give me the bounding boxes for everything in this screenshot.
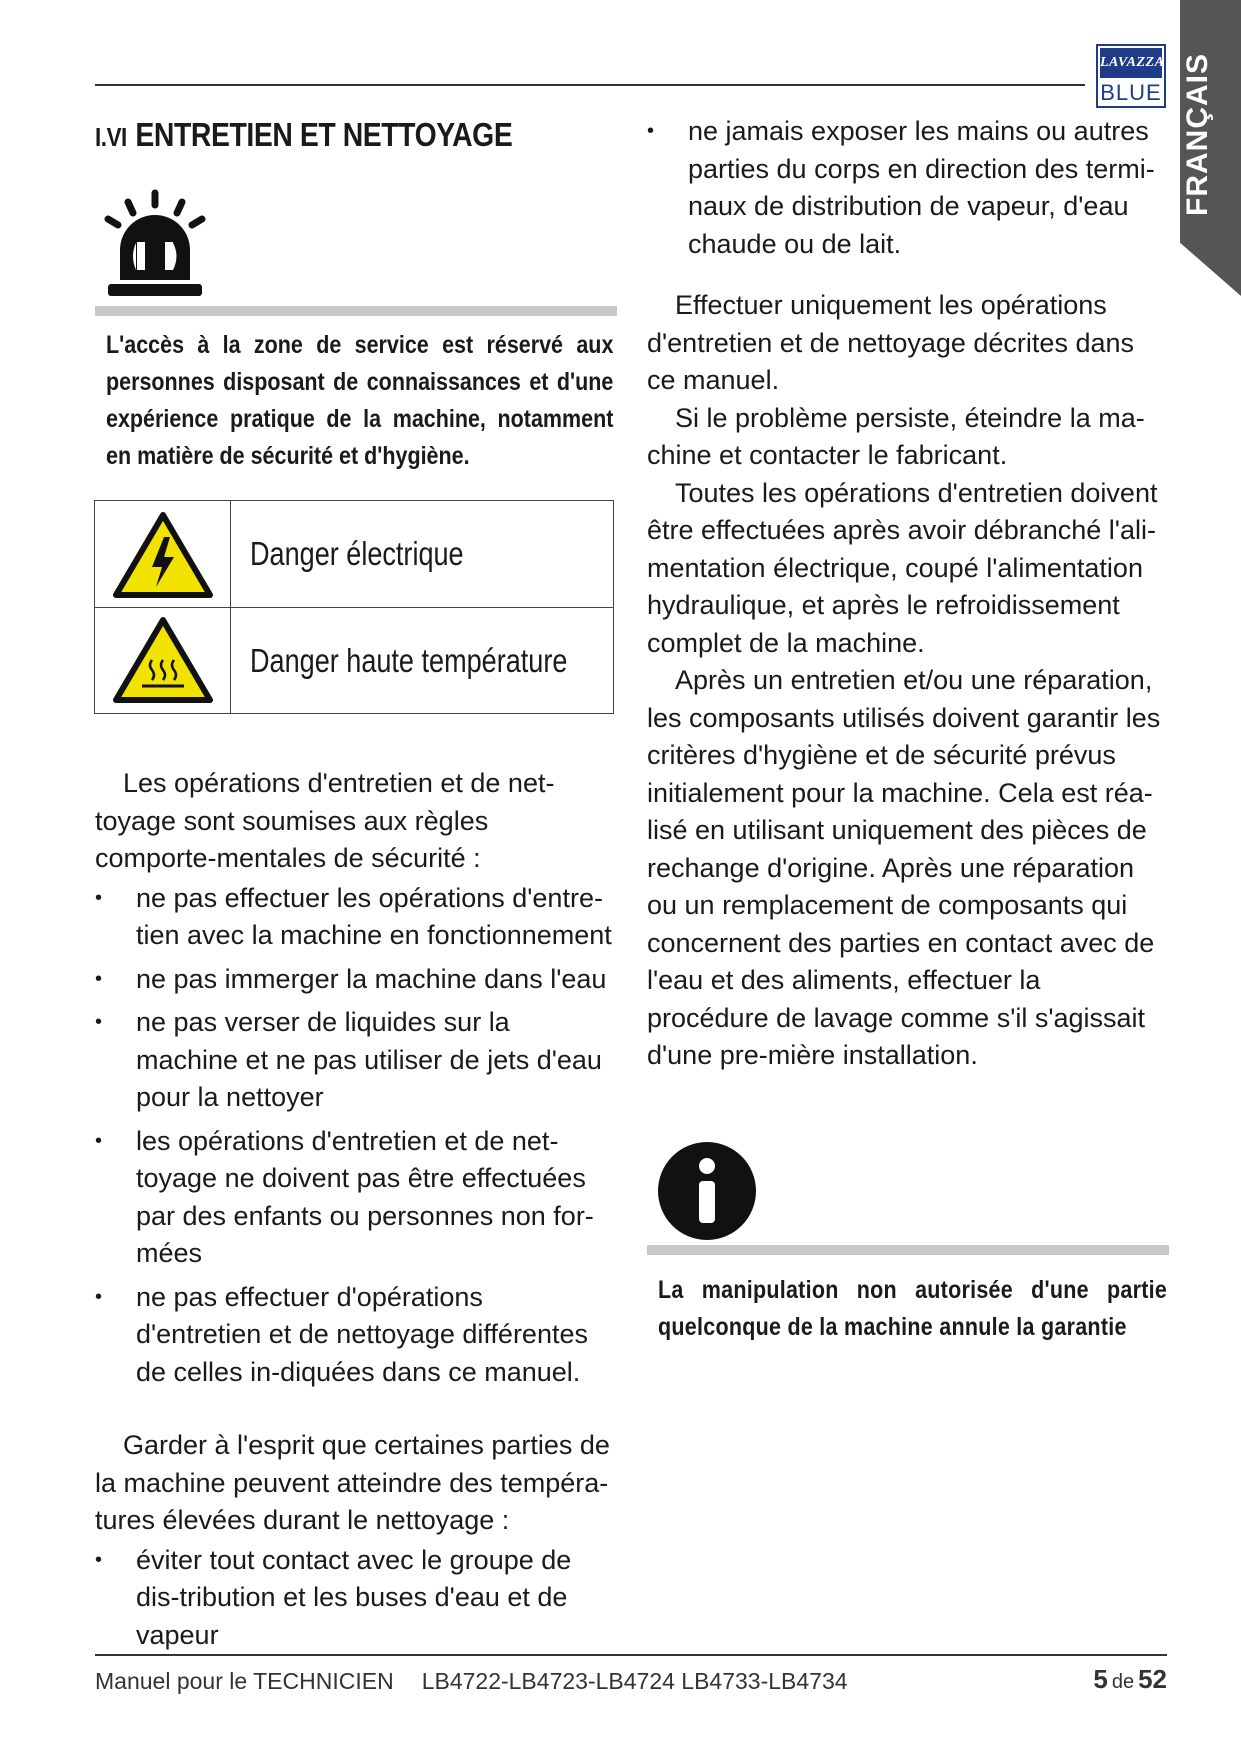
hazard-row xyxy=(95,501,613,607)
hazard-label: Danger électrique xyxy=(250,535,464,572)
page-number xyxy=(1093,1664,1167,1695)
footer-rule xyxy=(95,1654,1167,1656)
header-rule xyxy=(95,84,1085,86)
hazard-table xyxy=(94,500,614,714)
paragraph: Si le problème persiste, éteindre la ma-chine et contacter le fabricant. xyxy=(647,402,1145,470)
language-tab-label: FRANÇAIS xyxy=(1181,53,1214,217)
page-current: 5 xyxy=(1093,1664,1108,1694)
electrical-hazard-icon xyxy=(112,511,214,599)
footer-manual-title: Manuel pour le TECHNICIEN xyxy=(95,1668,394,1694)
info-note: La manipulation non autorisée d'une partie quelconque de la machine annule la garantie xyxy=(658,1276,1168,1341)
list-item: • ne jamais exposer les mains ou autres parties du corps en direction des termi-naux de distribution de vapeur, d'eau chaude ou de lait. xyxy=(647,113,1165,263)
list-item: • éviter tout contact avec le groupe de dis-tribution et les buses d'eau et de vapeur xyxy=(95,1542,615,1655)
paragraph: Toutes les opérations d'entretien doivent être effectuées après avoir débranché l'ali-mentation électrique, coupé l'alimentation hydraulique, et après le refroidissement complet de la machine. xyxy=(647,477,1158,658)
hazard-label: Danger haute température xyxy=(250,642,568,679)
logo-top-text: LAVAZZA xyxy=(1100,48,1162,78)
list-item: • les opérations d'entretien et de net-toyage ne doivent pas être effectuées par des enfants ou personnes non for-mées xyxy=(95,1123,615,1273)
hazard-icon-cell xyxy=(95,608,231,714)
info-icon xyxy=(657,1141,757,1241)
alarm-light-icon xyxy=(100,188,210,303)
section-number: I.VI xyxy=(95,122,127,152)
hot-surface-hazard-icon xyxy=(112,616,214,704)
paragraph: Après un entretien et/ou une réparation, les composants utilisés doivent garantir les critères d'hygiène et de sécurité prévus initialement pour la machine. Cela est réa-lisé en utilisant uniquement des pièces de rechange d'origine. Après une réparation ou un remplacement de composants qui concernent des parties en contact avec de l'eau et des aliments, effectuer la procédure de lavage comme s'il s'agissait d'une pre-mière installation. xyxy=(647,665,1161,1070)
continued-rules-list xyxy=(647,113,1165,263)
left-column xyxy=(95,765,615,1660)
logo-bottom-text: BLUE xyxy=(1100,80,1162,105)
list-item: • ne pas effectuer les opérations d'entre-tien avec la machine en fonctionnement xyxy=(95,880,615,955)
warning-divider xyxy=(95,306,617,316)
paragraph: Effectuer uniquement les opérations d'entretien et de nettoyage décrites dans ce manuel. xyxy=(647,290,1134,395)
hazard-icon-cell xyxy=(95,501,231,607)
list-item: • ne pas immerger la machine dans l'eau xyxy=(95,961,615,999)
page-total: 52 xyxy=(1138,1664,1167,1694)
safety-intro: Les opérations d'entretien et de net-toyage sont soumises aux règles comporte-mentales de sécurité : xyxy=(95,768,555,873)
footer-models: LB4722-LB4723-LB4724 LB4733-LB4734 xyxy=(421,1668,848,1694)
page-separator: de xyxy=(1111,1671,1135,1693)
footer-manual xyxy=(95,1668,848,1695)
section-title xyxy=(95,116,512,154)
temperature-intro: Garder à l'esprit que certaines parties de la machine peuvent atteindre des tempéra-tures élevées durant le nettoyage : xyxy=(95,1430,610,1535)
section-title-text: ENTRETIEN ET NETTOYAGE xyxy=(135,116,513,153)
safety-rules-list xyxy=(95,880,615,1392)
hazard-row xyxy=(95,607,613,714)
temperature-rules-list xyxy=(95,1542,615,1655)
brand-logo xyxy=(1096,44,1166,108)
list-item: • ne pas verser de liquides sur la machine et ne pas utiliser de jets d'eau pour la nettoyer xyxy=(95,1004,615,1117)
info-divider xyxy=(647,1245,1169,1255)
list-item: • ne pas effectuer d'opérations d'entretien et de nettoyage différentes de celles in-diquées dans ce manuel. xyxy=(95,1279,615,1392)
warning-note: L'accès à la zone de service est réservé aux personnes disposant de connaissances et d'une expérience pratique de la machine, notamment en matière de sécurité et d'hygiène. xyxy=(106,331,614,470)
right-column xyxy=(647,113,1165,1075)
